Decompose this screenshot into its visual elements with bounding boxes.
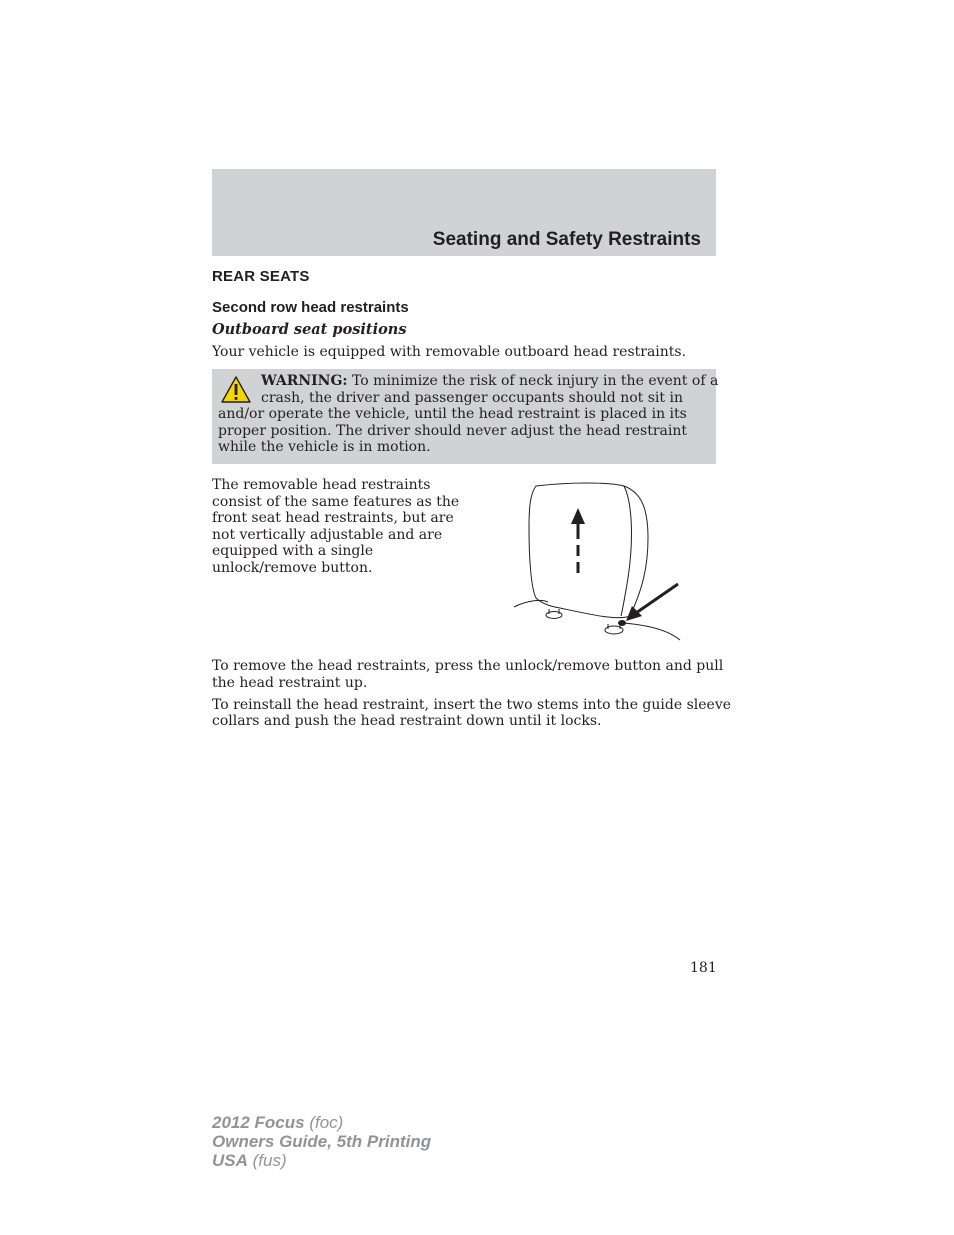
pointer-arrow-head-icon [626,606,642,621]
warning-line-3: and/or operate the vehicle, until the head restraint is placed in its [218,406,687,422]
italic-heading: Outboard seat positions [212,321,407,338]
up-arrow-head-icon [571,508,585,524]
head-restraint-illustration [508,478,688,644]
warning-triangle-icon [220,375,252,405]
footer-line-3 [212,1151,431,1170]
side-text-line: front seat head restraints, but are [212,510,454,526]
warning-line-1 [261,373,718,390]
guide-sleeve-left [546,612,562,619]
remove-paragraph-line: the head restraint up. [212,674,368,691]
head-restraint-side-edge [621,486,631,616]
unlock-button-icon [618,620,626,626]
footer [212,1113,431,1170]
seat-back-line-left [514,600,548,607]
remove-paragraph-line: To remove the head restraints, press the unlock/remove button and pull [212,658,724,674]
seat-back-line-right [623,623,680,640]
footer-market-code: (fus) [247,1151,287,1170]
footer-model: 2012 Focus [212,1113,305,1132]
footer-line-1 [212,1113,431,1132]
reinstall-paragraph-line: collars and push the head restraint down until it locks. [212,713,602,729]
section-heading: REAR SEATS [212,268,310,285]
head-restraint-outline [529,483,648,618]
side-text-line: consist of the same features as the [212,493,460,510]
footer-model-code: (foc) [304,1113,344,1132]
warning-label: WARNING: [261,373,348,389]
footer-line-2: Owners Guide, 5th Printing [212,1132,432,1151]
pointer-arrow-icon [636,584,678,613]
warning-box [212,369,719,464]
intro-paragraph: Your vehicle is equipped with removable outboard head restraints. [212,344,687,360]
reinstall-paragraph-line: To reinstall the head restraint, insert the two stems into the guide sleeve [212,696,732,713]
warning-line-4: proper position. The driver should never adjust the head restraint [218,422,688,439]
warning-text: To minimize the risk of neck injury in the event of a [347,373,719,389]
warning-line-5: while the vehicle is in motion. [218,439,431,455]
side-text-line: The removable head restraints [212,477,431,493]
warning-line-2: crash, the driver and passenger occupants should not sit in [261,389,683,406]
subsection-heading: Second row head restraints [212,299,409,316]
chapter-title: Seating and Safety Restraints [432,229,701,250]
footer-market: USA [212,1151,248,1170]
side-text-line: not vertically adjustable and are [212,526,443,543]
section-header-band [212,169,716,256]
side-text-line: equipped with a single [212,543,374,559]
side-text-line: unlock/remove button. [212,559,373,576]
page-number: 181 [690,960,717,976]
